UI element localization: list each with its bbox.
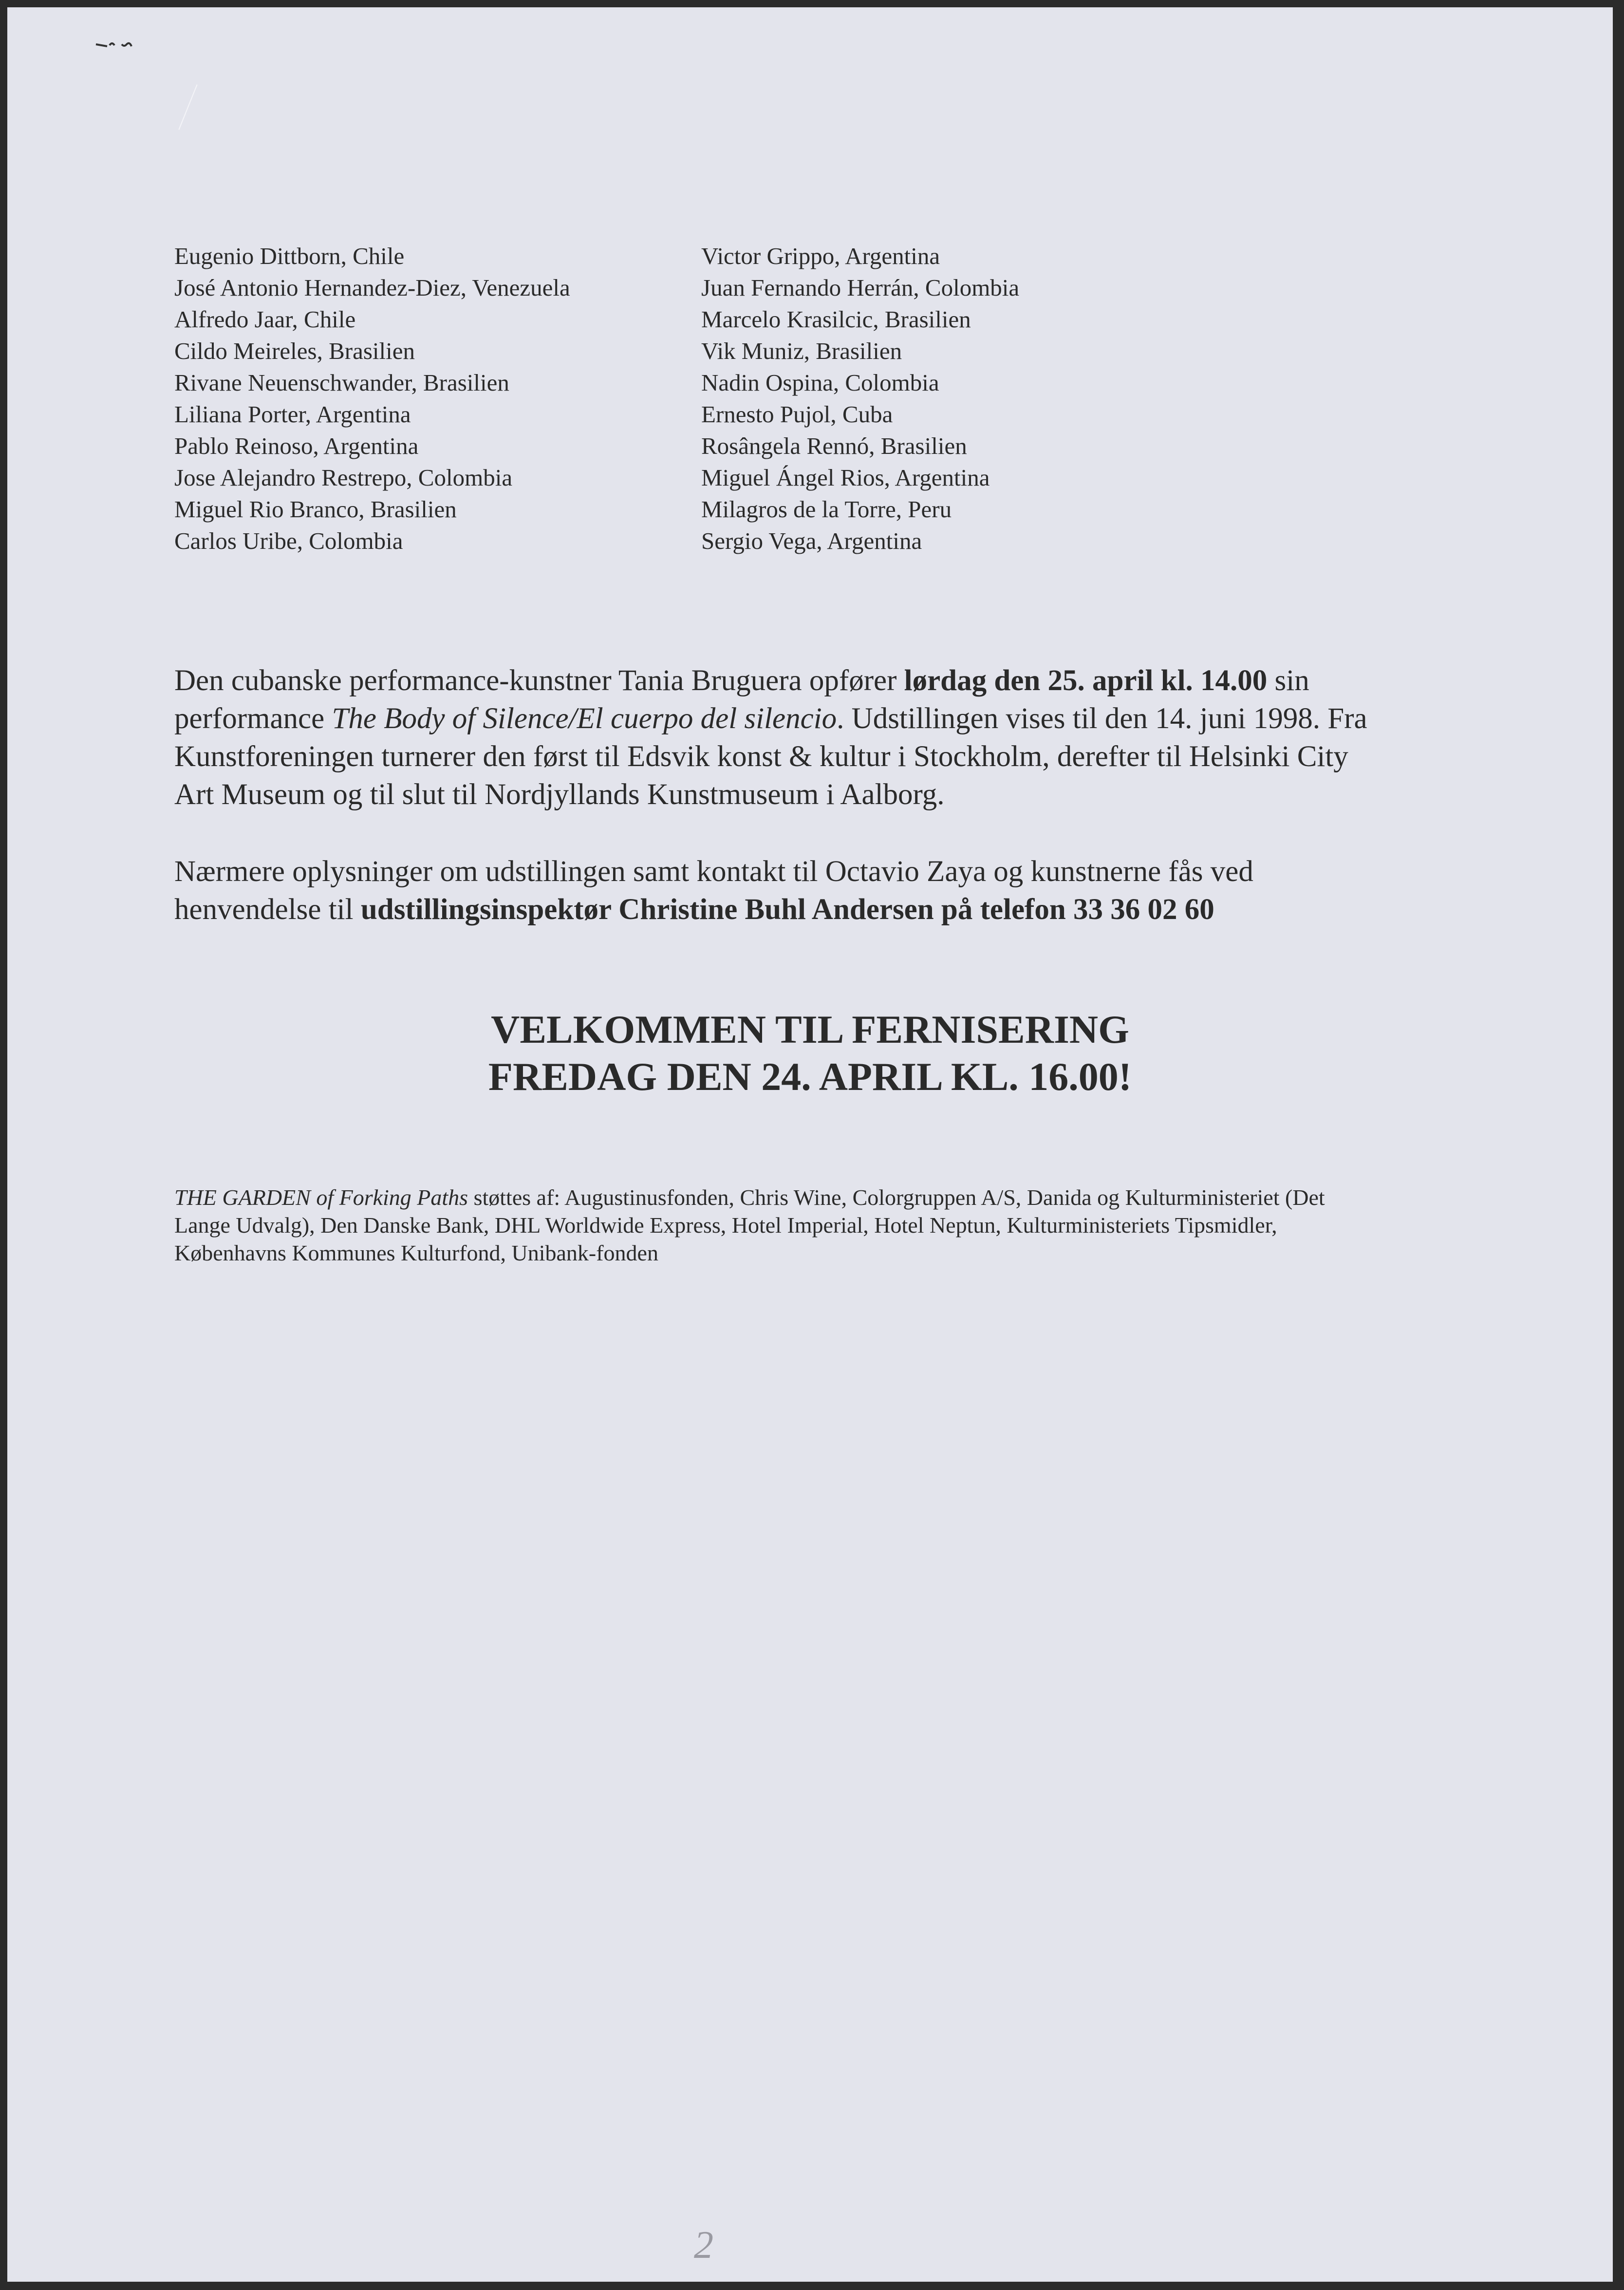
heading-line-1: VELKOMMEN TIL FERNISERING — [491, 1007, 1129, 1051]
artist-item: Rivane Neuenschwander, Brasilien — [174, 369, 509, 396]
artist-item: Marcelo Krasilcic, Brasilien — [701, 306, 971, 333]
artist-item: Pablo Reinoso, Argentina — [174, 432, 419, 459]
artist-item: Jose Alejandro Restrepo, Colombia — [174, 464, 513, 491]
document-page — [7, 7, 1613, 2282]
artist-item: Eugenio Dittborn, Chile — [174, 243, 405, 269]
artist-list-left — [174, 240, 570, 557]
artist-item: Carlos Uribe, Colombia — [174, 527, 403, 554]
artist-item: José Antonio Hernandez-Diez, Venezuela — [174, 274, 570, 301]
sponsor-line: Lange Udvalg), Den Danske Bank, DHL Worldwide Express, Hotel Imperial, Hotel Neptun, Kulturministeriets Tipsmidler, — [174, 1213, 1277, 1238]
exhibition-title: THE GARDEN of Forking Paths — [174, 1185, 468, 1210]
artist-item: Nadin Ospina, Colombia — [701, 369, 939, 396]
contact-paragraph — [174, 853, 1253, 929]
handwritten-page-number: 2 — [694, 2224, 713, 2267]
ink-mark-icon — [95, 40, 153, 51]
paragraph-line: Kunstforeningen turnerer den først til Edsvik konst & kultur i Stockholm, derefter til Helsinki City — [174, 740, 1348, 773]
paragraph-line: henvendelse til udstillingsinspektør Christine Buhl Andersen på telefon 33 36 02 60 — [174, 893, 1214, 926]
performance-date: lørdag den 25. april kl. 14.00 — [904, 664, 1268, 697]
artist-item: Alfredo Jaar, Chile — [174, 306, 356, 333]
artist-list-right — [701, 240, 1019, 557]
contact-person: udstillingsinspektør Christine Buhl Andersen på telefon 33 36 02 60 — [360, 893, 1214, 926]
performance-paragraph — [174, 662, 1367, 814]
artist-item: Juan Fernando Herrán, Colombia — [701, 274, 1020, 301]
artist-item: Miguel Ángel Rios, Argentina — [701, 464, 990, 491]
artist-item: Milagros de la Torre, Peru — [701, 496, 952, 523]
artist-item: Vik Muniz, Brasilien — [701, 338, 902, 364]
artist-item: Rosângela Rennó, Brasilien — [701, 432, 967, 459]
paper-scratch — [178, 84, 197, 130]
paragraph-line: performance The Body of Silence/El cuerpo del silencio. Udstillingen vises til den 14. juni 1998. Fra — [174, 702, 1367, 735]
sponsor-line: THE GARDEN of Forking Paths støttes af: Augustinusfonden, Chris Wine, Colorgruppen A/S, Danida og Kulturministeriet (Det — [174, 1185, 1325, 1210]
invitation-heading — [7, 1006, 1613, 1100]
artist-item: Cildo Meireles, Brasilien — [174, 338, 415, 364]
paragraph-line: Nærmere oplysninger om udstillingen samt kontakt til Octavio Zaya og kunstnerne fås ved — [174, 855, 1253, 888]
heading-line-2: FREDAG DEN 24. APRIL KL. 16.00! — [488, 1054, 1132, 1099]
artist-item: Victor Grippo, Argentina — [701, 243, 940, 269]
artist-item: Ernesto Pujol, Cuba — [701, 401, 893, 428]
paragraph-line: Den cubanske performance-kunstner Tania Bruguera opfører lørdag den 25. april kl. 14.00 sin — [174, 664, 1309, 697]
artist-item: Sergio Vega, Argentina — [701, 527, 922, 554]
performance-title: The Body of Silence/El cuerpo del silencio — [332, 702, 837, 735]
sponsor-line: Københavns Kommunes Kulturfond, Unibank-fonden — [174, 1240, 658, 1265]
paragraph-line: Art Museum og til slut til Nordjyllands Kunstmuseum i Aalborg. — [174, 778, 945, 811]
sponsors-text — [174, 1183, 1325, 1267]
artist-item: Liliana Porter, Argentina — [174, 401, 411, 428]
artist-item: Miguel Rio Branco, Brasilien — [174, 496, 457, 523]
